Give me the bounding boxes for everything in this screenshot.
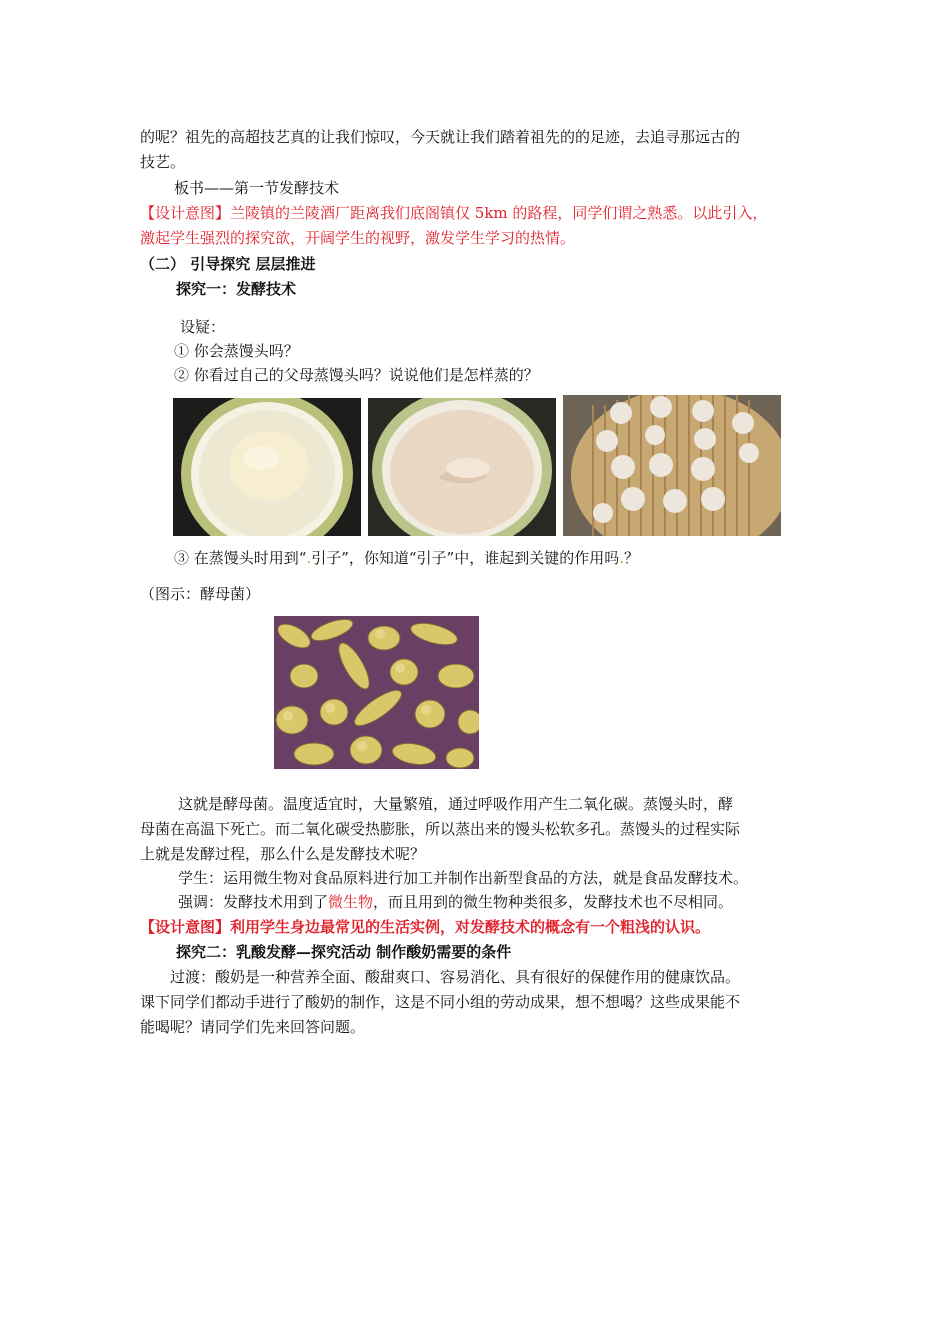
photo-yeast-micrograph bbox=[274, 616, 479, 769]
design-intent-2-text: 利用学生身边最常见的生活实例，对发酵技术的概念有一个粗浅的认识。 bbox=[230, 918, 711, 936]
board-note: 板书——第一节发酵技术 bbox=[174, 179, 340, 197]
explore-2-line-1: 过渡：酸奶是一种营养全面、酸甜爽口、容易消化、具有很好的保健作用的健康饮品。 bbox=[170, 968, 741, 986]
body-p1-line-2: 母菌在高温下死亡。而二氧化碳受热膨胀，所以蒸出来的馒头松软多孔。蒸馒头的过程实际 bbox=[140, 820, 741, 838]
intro-line-1: 的呢？祖先的高超技艺真的让我们惊叹，今天就让我们踏着祖先的的足迹，去追寻那远古的 bbox=[140, 128, 741, 146]
intro-line-2: 技艺。 bbox=[140, 153, 186, 171]
emphasis-part-a: 强调：发酵技术用到了 bbox=[178, 893, 329, 911]
question-3-mark: . bbox=[306, 549, 312, 567]
emphasis-part-b: ，而且用到的微生物种类很多，发酵技术也不尽相同。 bbox=[373, 893, 734, 911]
design-intent-tag: 【设计意图】 bbox=[140, 204, 231, 222]
question-3-part-a: ③ 在蒸馒头时用到“ bbox=[174, 549, 307, 567]
question-1: ① 你会蒸馒头吗？ bbox=[174, 342, 299, 360]
explore-2-line-3: 能喝呢？请同学们先来回答问题。 bbox=[140, 1018, 366, 1036]
question-2: ② 你看过自己的父母蒸馒头吗？说说他们是怎样蒸的？ bbox=[174, 366, 539, 384]
design-intent-text: 兰陵镇的兰陵酒厂距离我们底阁镇仅 5km 的路程，同学们谓之熟悉。以此引入， bbox=[230, 204, 768, 222]
body-p1-line-1: 这就是酵母菌。温度适宜时，大量繁殖，通过呼吸作用产生二氧化碳。蒸馒头时，酵 bbox=[178, 795, 734, 813]
photo-flour-bowl bbox=[368, 398, 556, 536]
design-intent-2 bbox=[140, 916, 830, 938]
figure-caption: （图示：酵母菌） bbox=[140, 585, 261, 603]
emphasis-line bbox=[178, 891, 868, 913]
photo-risen-dough bbox=[173, 398, 361, 536]
design-intent-1-line-2: 激起学生强烈的探究欲，开阔学生的视野，激发学生学习的热情。 bbox=[140, 229, 576, 247]
design-intent-2-tag: 【设计意图】 bbox=[140, 918, 231, 936]
body-p1-line-3: 上就是发酵过程，那么什么是发酵技术呢？ bbox=[140, 845, 426, 863]
question-3-part-c: ？ bbox=[624, 549, 640, 567]
question-3-mark-end: . bbox=[619, 549, 625, 567]
explore-2-title: 探究二：乳酸发酵—探究活动 制作酸奶需要的条件 bbox=[176, 943, 512, 961]
question-3 bbox=[174, 547, 864, 569]
question-3-part-b: 引子”，你知道“引子”中，谁起到关键的作用吗 bbox=[311, 549, 620, 567]
emphasis-highlight: 微生物 bbox=[328, 893, 374, 911]
explore-2-line-2: 课下同学们都动手进行了酸奶的制作，这是不同小组的劳动成果，想不想喝？这些成果能不 bbox=[140, 993, 741, 1011]
explore-1-title: 探究一：发酵技术 bbox=[176, 280, 297, 298]
section-heading: （二） 引导探究 层层推进 bbox=[140, 255, 316, 273]
question-label: 设疑： bbox=[180, 318, 226, 336]
student-answer: 学生：运用微生物对食品原料进行加工并制作出新型食品的方法，就是食品发酵技术。 bbox=[178, 869, 749, 887]
design-intent-1-line-1 bbox=[140, 202, 830, 224]
photo-shaped-buns bbox=[563, 395, 781, 536]
